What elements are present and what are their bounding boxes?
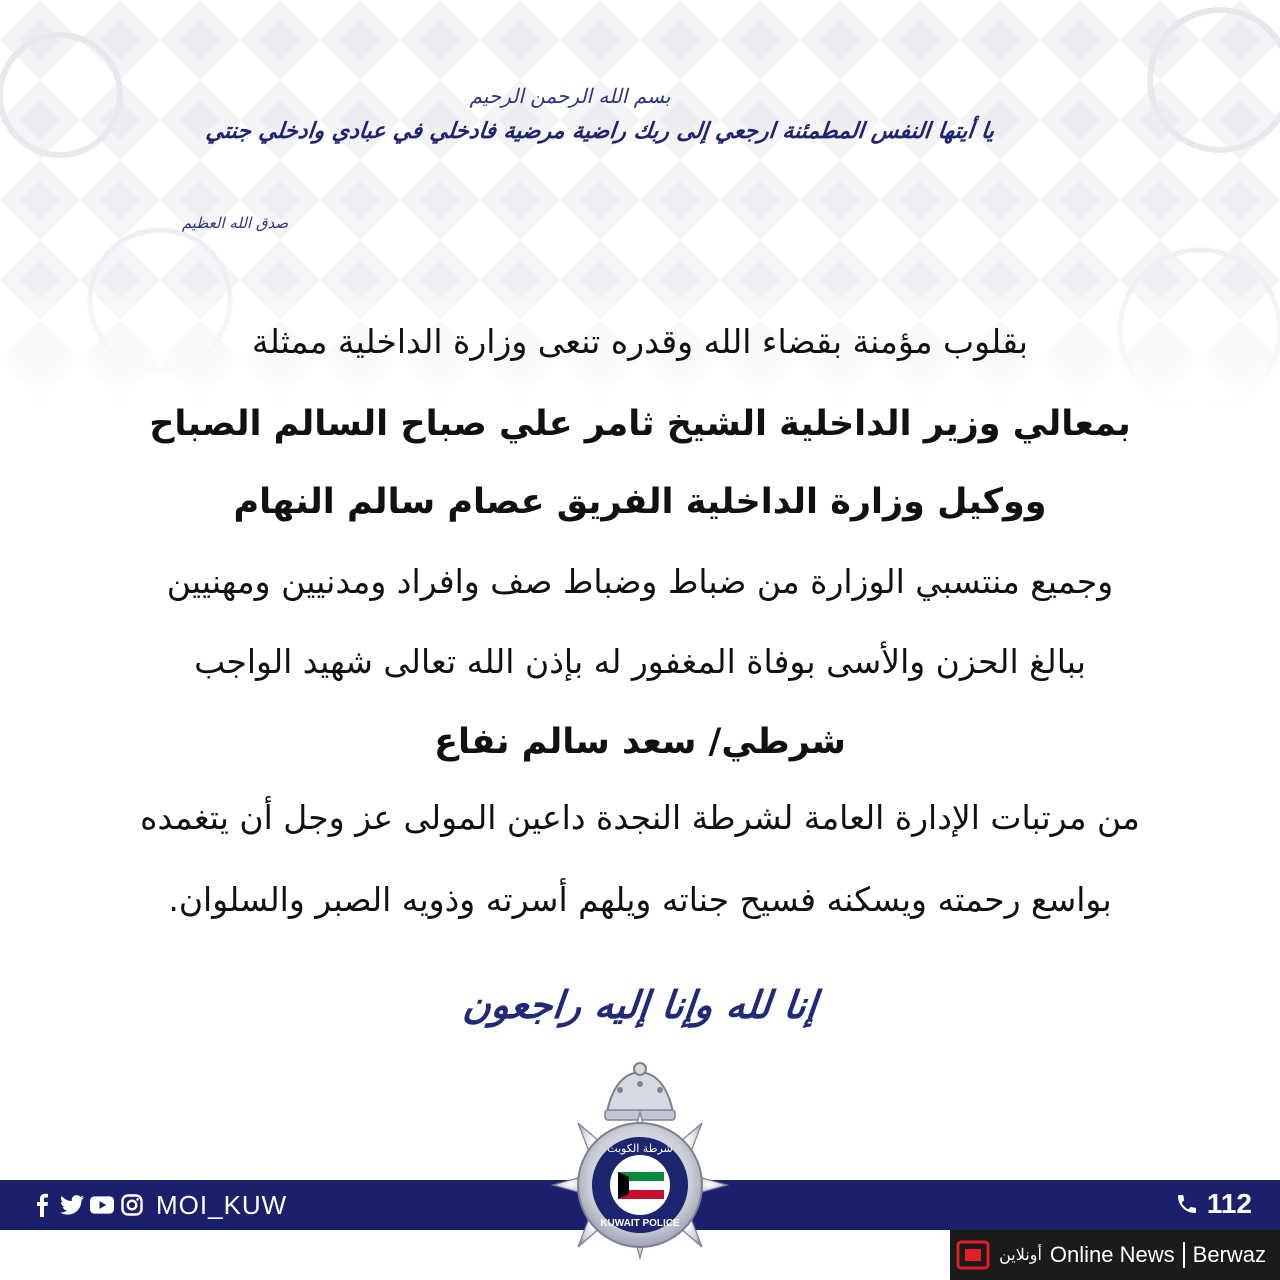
basmala-calligraphy: بسم الله الرحمن الرحيم xyxy=(469,84,671,108)
condolence-line-5: ببالغ الحزن والأسى بوفاة المغفور له بإذن الله تعالى شهيد الواجب xyxy=(194,642,1086,681)
berwaz-logo-icon xyxy=(950,1230,996,1280)
kuwait-police-emblem xyxy=(545,1060,735,1260)
condolence-line-minister: بمعالي وزير الداخلية الشيخ ثامر علي صباح السالم الصباح xyxy=(149,404,1131,444)
condolence-line-7: من مرتبات الإدارة العامة لشرطة النجدة داعين المولى عز وجل أن يتغمده xyxy=(140,798,1140,837)
watermark-site-arabic: أونلاين xyxy=(999,1247,1042,1264)
condolence-line-1: بقلوب مؤمنة بقضاء الله وقدره تنعى وزارة الداخلية ممثلة xyxy=(252,322,1028,361)
condolence-line-undersecretary: ووكيل وزارة الداخلية الفريق عصام سالم النهام xyxy=(233,482,1047,522)
social-handle[interactable]: MOI_KUW xyxy=(156,1189,288,1220)
condolence-line-4: وجميع منتسبي الوزارة من ضباط وضباط صف وافراد ومدنيين ومهنيين xyxy=(166,562,1114,601)
site-watermark xyxy=(950,1230,1280,1280)
quran-verse-calligraphy: يا أيتها النفس المطمئنة ارجعي إلى ربك راضية مرضية فادخلي في عبادي وادخلي جنتي xyxy=(204,118,996,144)
watermark-separator xyxy=(1183,1242,1185,1268)
sadaqa-calligraphy: صدق الله العظيم xyxy=(181,214,289,232)
twitter-icon[interactable] xyxy=(60,1193,84,1217)
facebook-icon[interactable] xyxy=(30,1193,54,1217)
watermark-brand: Berwaz xyxy=(1192,1242,1266,1267)
instagram-icon[interactable] xyxy=(120,1193,144,1217)
hotline-number: 112 xyxy=(1206,1188,1252,1219)
phone-icon xyxy=(1175,1192,1199,1216)
watermark-site: Online News xyxy=(1049,1242,1175,1267)
kuwait-flag-icon xyxy=(618,1172,664,1199)
condolence-line-8: بواسع رحمته ويسكنه فسيح جناته ويلهم أسرته وذويه الصبر والسلوان. xyxy=(168,880,1112,919)
youtube-icon[interactable] xyxy=(90,1193,114,1217)
emblem-english-text: KUWAIT POLICE xyxy=(600,1218,680,1229)
social-links xyxy=(30,1190,287,1220)
emblem-arabic-text: شرطة الكويت xyxy=(607,1142,673,1155)
hotline[interactable] xyxy=(1175,1188,1252,1220)
deceased-name: شرطي/ سعد سالم نفاع xyxy=(434,722,846,762)
closing-calligraphy: إنا لله وإنا إليه راجعون xyxy=(460,982,820,1027)
